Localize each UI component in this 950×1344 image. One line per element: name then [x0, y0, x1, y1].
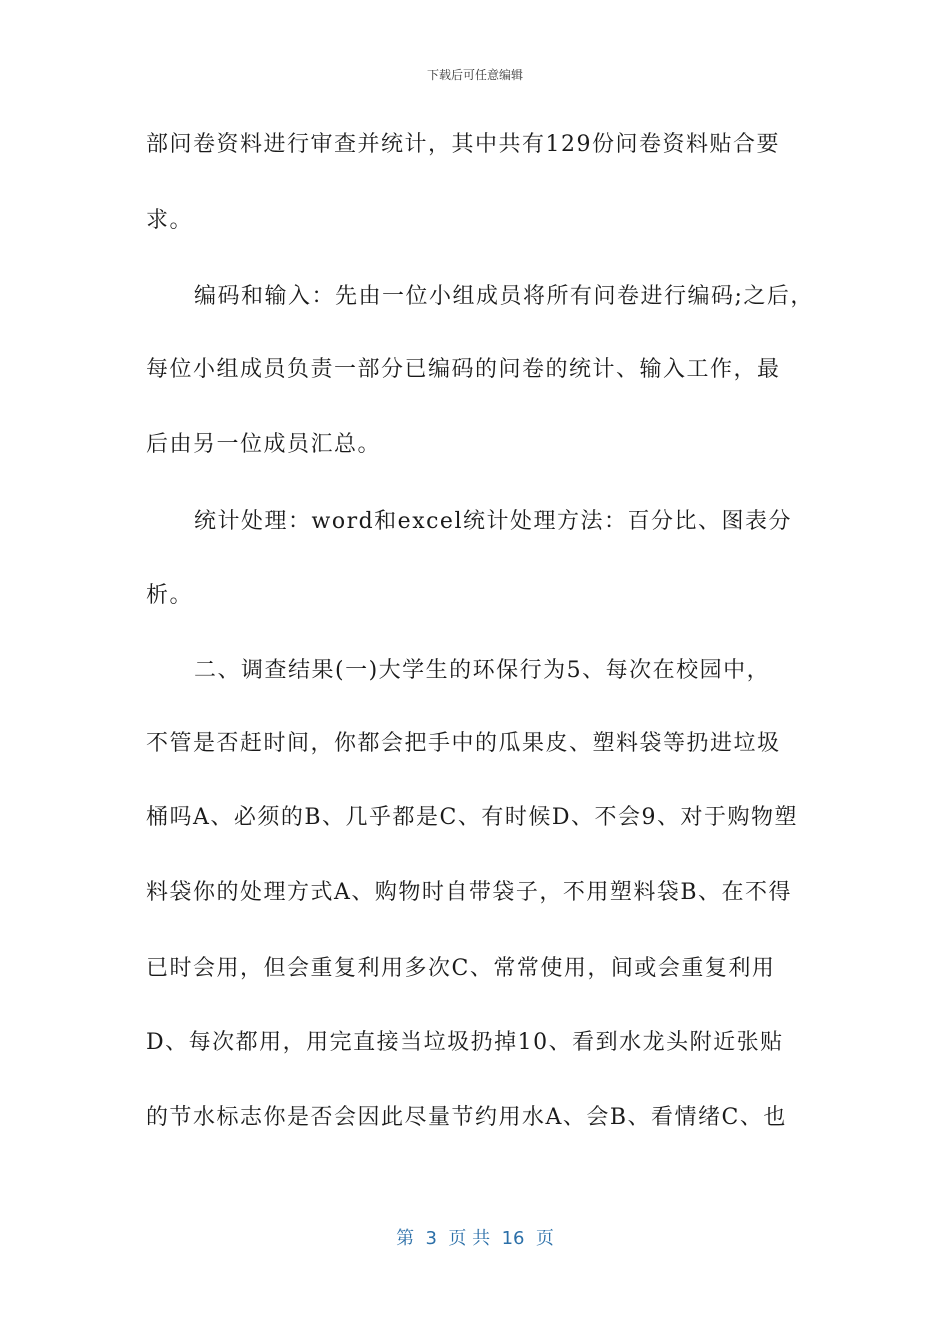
body-line-8: 二、调查结果(一)大学生的环保行为5、每次在校园中，: [194, 658, 771, 683]
page-number-footer: 第 3 页 共 16 页: [396, 1228, 554, 1249]
body-line-11: 料袋你的处理方式A、购物时自带袋子，不用塑料袋B、在不得: [146, 880, 793, 905]
page-header: 下载后可任意编辑: [426, 68, 523, 82]
body-line-2: 求。: [146, 208, 194, 233]
body-line-13: D、每次都用，用完直接当垃圾扔掉10、看到水龙头附近张贴: [146, 1030, 784, 1055]
body-line-9: 不管是否赶时间，你都会把手中的瓜果皮、塑料袋等扔进垃圾: [146, 731, 781, 756]
body-line-5: 后由另一位成员汇总。: [146, 432, 382, 457]
body-line-6: 统计处理：word和excel统计处理方法：百分比、图表分: [194, 509, 792, 534]
body-line-12: 已时会用，但会重复利用多次C、常常使用，间或会重复利用: [146, 956, 776, 981]
body-line-3: 编码和输入：先由一位小组成员将所有问卷进行编码;之后，: [194, 284, 814, 309]
body-line-7: 析。: [146, 583, 194, 608]
body-line-14: 的节水标志你是否会因此尽量节约用水A、会B、看情绪C、也: [146, 1105, 787, 1130]
body-line-10: 桶吗A、必须的B、几乎都是C、有时候D、不会9、对于购物塑: [146, 805, 799, 830]
body-line-4: 每位小组成员负责一部分已编码的问卷的统计、输入工作，最: [146, 357, 781, 382]
body-line-1: 部问卷资料进行审查并统计，其中共有129份问卷资料贴合要: [146, 132, 780, 157]
